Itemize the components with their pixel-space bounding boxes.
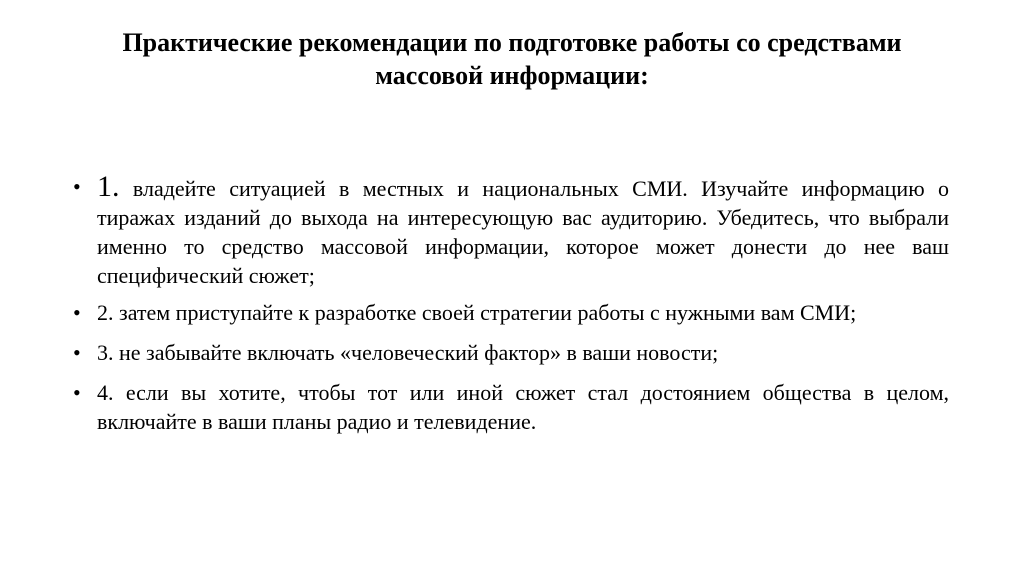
- list-item: [73, 298, 949, 327]
- item-number: 2.: [97, 300, 114, 325]
- bullet-icon: •: [73, 300, 81, 325]
- item-text: не забывайте включать «человеческий фактор» в ваши новости;: [113, 340, 719, 365]
- list-item: [73, 338, 949, 367]
- bullet-icon: •: [73, 380, 81, 405]
- bullet-icon: •: [73, 174, 81, 199]
- item-text: если вы хотите, чтобы тот или иной сюжет стал достоянием общества в целом, включайте в ваши планы радио и телевидение.: [97, 380, 949, 434]
- item-number: 4.: [97, 380, 114, 405]
- item-number: 1.: [97, 170, 120, 203]
- recommendations-list: [73, 172, 949, 447]
- item-text: затем приступайте к разработке своей стратегии работы с нужными вам СМИ;: [113, 300, 857, 325]
- slide-title: Практические рекомендации по подготовке работы со средствами массовой информации:: [122, 28, 902, 90]
- item-number: 3.: [97, 340, 114, 365]
- bullet-icon: •: [73, 340, 81, 365]
- list-item: [73, 172, 949, 290]
- item-text: владейте ситуацией в местных и национальных СМИ. Изучайте информацию о тиражах изданий до выхода на интересующую вас аудиторию. Убедитесь, что выбрали именно то средство массовой информации, которое может донести до нее ваш специфический сюжет;: [97, 176, 949, 288]
- list-item: [73, 378, 949, 436]
